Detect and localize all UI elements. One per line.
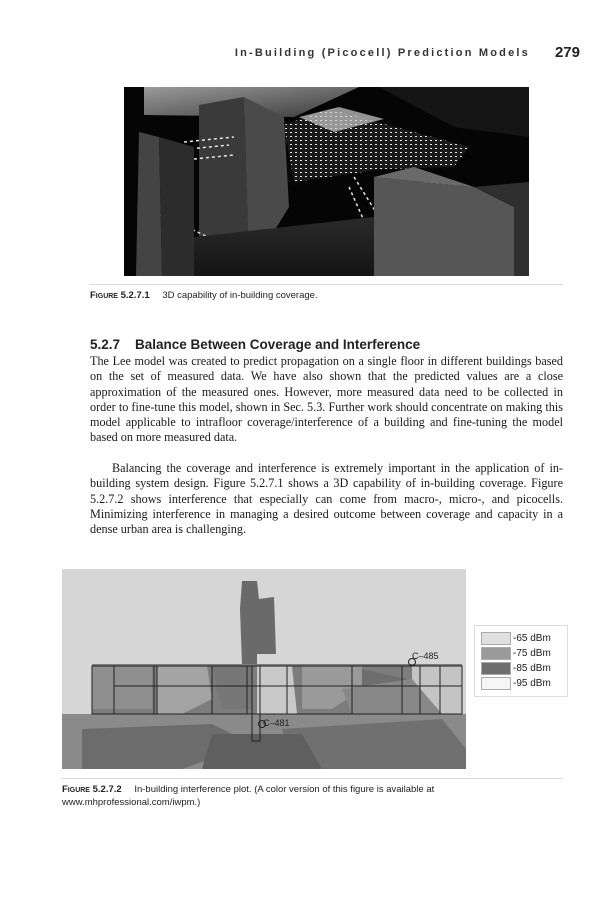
body-paragraph-1 <box>90 354 563 446</box>
body-paragraph-2 <box>90 461 563 537</box>
figure2-top-rule <box>62 778 563 779</box>
figure-interference-plot <box>62 569 466 769</box>
running-title: In-Building (Picocell) Prediction Models <box>234 47 530 59</box>
legend-item-75 <box>481 647 551 659</box>
figure1-number: 5.2.7.1 <box>120 290 150 301</box>
legend-label: -75 dBm <box>513 647 551 659</box>
figure1-caption-text: 3D capability of in-building coverage. <box>162 290 318 301</box>
figure1-top-rule <box>90 284 563 285</box>
figure1-caption <box>90 289 563 302</box>
figure2-label: Figure <box>62 784 90 795</box>
figure1-label: Figure <box>90 290 118 301</box>
legend-swatch <box>481 662 511 675</box>
paragraph-text: Balancing the coverage and interference is extremely important in the application of in-building system design. Figure 5.2.7.1 shows a 3D capability of in-building coverage. Figure 5.2.7.2 shows interference that especially can come from macro-, micro-, and picocells. Minimizing interference in managing a desired outcome between coverage and capacity in a dense urban area is challenging. <box>90 461 563 537</box>
legend-swatch <box>481 647 511 660</box>
legend-item-85 <box>481 662 551 674</box>
section-title: Balance Between Coverage and Interference <box>135 337 421 352</box>
figure2-caption-text: In-building interference plot. (A color version of this figure is available at www.mhprofessional.com/iwpm.) <box>62 784 435 808</box>
legend-item-65 <box>481 632 551 644</box>
running-head <box>234 44 580 66</box>
figure-3d-coverage-image <box>124 87 529 276</box>
page-number: 279 <box>554 44 580 61</box>
section-heading <box>90 337 420 352</box>
signal-level-legend <box>474 625 568 697</box>
cell-label-485: C–485 <box>412 651 439 661</box>
legend-swatch <box>481 677 511 690</box>
legend-label: -95 dBm <box>513 677 551 689</box>
cell-label-481: C–481 <box>263 718 290 728</box>
figure2-caption <box>62 783 517 809</box>
figure2-number: 5.2.7.2 <box>92 784 122 795</box>
section-number: 5.2.7 <box>90 337 121 352</box>
legend-label: -65 dBm <box>513 632 551 644</box>
interference-map-graphic <box>62 569 466 769</box>
legend-item-95 <box>481 677 551 689</box>
paragraph-text: The Lee model was created to predict propagation on a single floor in different buildings based on the set of measured data. We have also shown that the predicted values are a close approximation of the measured ones. However, more measured data need to be collected in order to fine-tune this model, shown in Sec. 5.3. Further work should concentrate on making this model applicable to intrafloor coverage/interference of a building and fine-tuning the model based on more measured data. <box>90 354 563 445</box>
figure-3d-coverage-graphic <box>124 87 529 276</box>
legend-swatch <box>481 632 511 645</box>
legend-label: -85 dBm <box>513 662 551 674</box>
